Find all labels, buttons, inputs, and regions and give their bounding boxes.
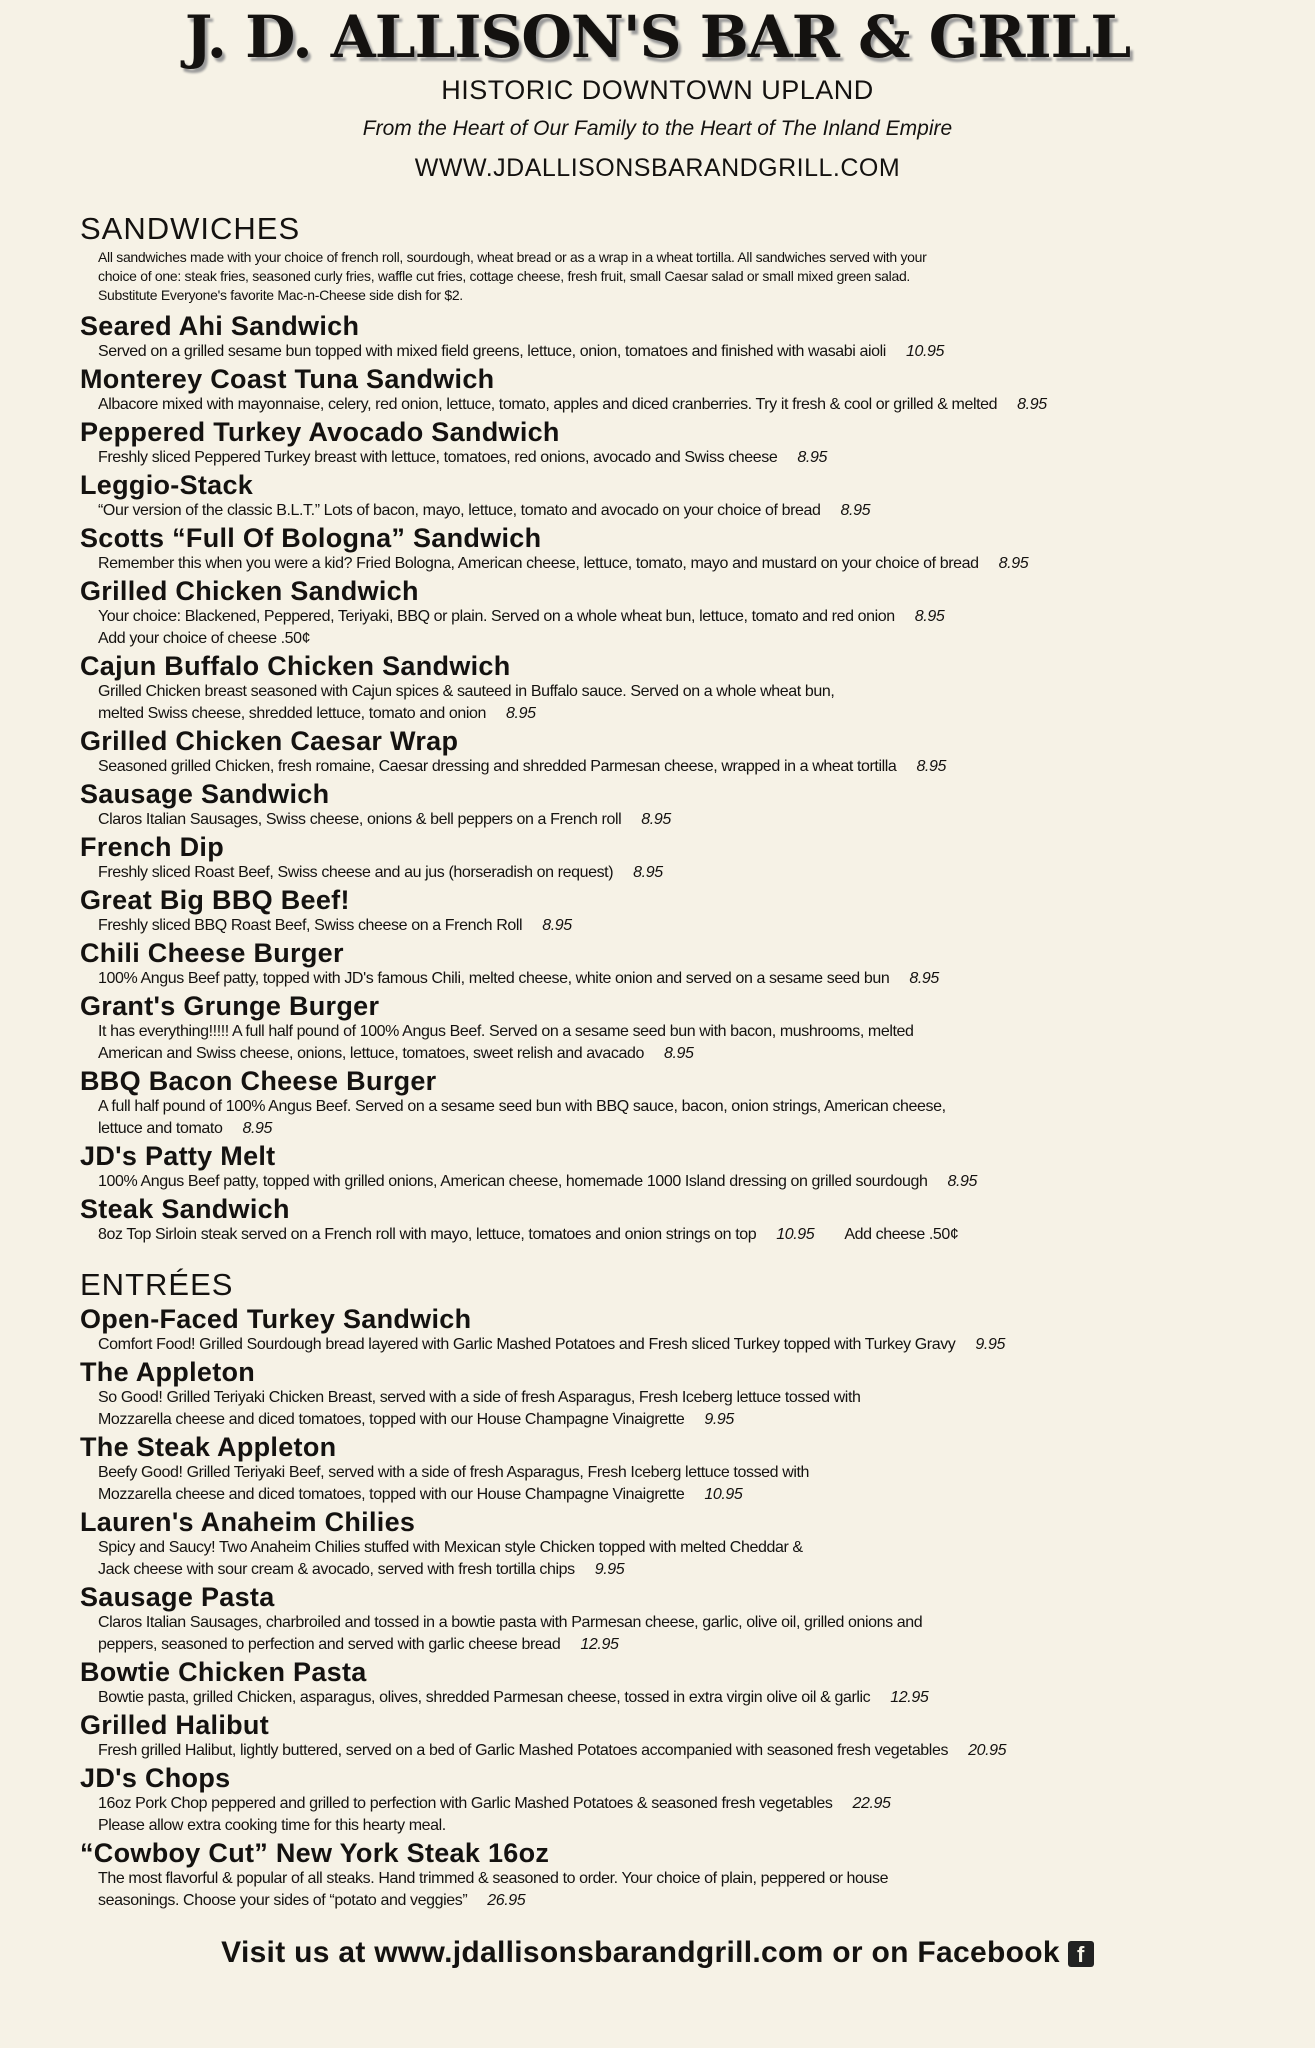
description-line: It has everything!!!!! A full half pound of 100% Angus Beef. Served on a sesame seed bun with bacon, mushrooms, melted [98,1023,914,1040]
item-description [98,1462,1280,1484]
item-description [98,447,1280,469]
item-name: JD's Patty Melt [80,1141,276,1171]
item-name: Cajun Buffalo Chicken Sandwich [80,651,511,681]
item-price: 22.95 [852,1795,891,1812]
menu-item [80,726,1280,778]
description-line: 100% Angus Beef patty, topped with grilled onions, American cheese, homemade 1000 Island dressing on grilled sourdough [98,1173,928,1190]
item-description [98,1021,1280,1043]
item-name: Grilled Chicken Caesar Wrap [80,726,459,756]
description-line: A full half pound of 100% Angus Beef. Served on a sesame seed bun with BBQ sauce, bacon, onion strings, American cheese, [98,1098,946,1115]
item-price: 26.95 [487,1892,526,1909]
sandwich-list [80,311,1280,1246]
description-line: Mozzarella cheese and diced tomatoes, topped with our House Champagne Vinaigrette [98,1411,685,1428]
item-price: 9.95 [594,1561,625,1578]
description-line: seasonings. Choose your sides of “potato and veggies” [98,1892,468,1909]
item-name: Scotts “Full Of Bologna” Sandwich [80,523,542,553]
description-line: Fresh grilled Halibut, lightly buttered, served on a bed of Garlic Mashed Potatoes accompanied with seasoned fresh vegetables [98,1742,949,1759]
item-price: 8.95 [947,1173,978,1190]
item-price: 8.95 [797,449,827,466]
item-price: 20.95 [968,1742,1007,1759]
menu-item [80,1304,1280,1356]
restaurant-location: HISTORIC DOWNTOWN UPLAND [441,75,874,105]
item-description [98,1793,1280,1815]
menu-item [80,1194,1280,1246]
item-description [98,1224,1280,1246]
menu-item [80,1657,1280,1709]
item-name: The Appleton [80,1357,256,1387]
description-line: Comfort Food! Grilled Sourdough bread layered with Garlic Mashed Potatoes and Fresh sliced Turkey topped with Turkey Gravy [98,1336,956,1353]
menu-item [80,1763,1280,1837]
item-description [98,756,1280,778]
description-line: So Good! Grilled Teriyaki Chicken Breast, served with a side of fresh Asparagus, Fresh Iceberg lettuce tossed with [98,1389,861,1406]
item-name: Monterey Coast Tuna Sandwich [80,364,495,394]
menu-item [80,991,1280,1065]
menu-item [80,1357,1280,1431]
menu-content [80,212,1280,1972]
intro-line: choice of one: steak fries, seasoned curly fries, waffle cut fries, cottage cheese, fresh fruit, small Caesar salad or small mixed green salad. [98,268,911,284]
item-description [98,553,1280,575]
item-description [98,809,1280,831]
menu-item [80,651,1280,725]
item-description [98,1559,1280,1581]
item-price: 8.95 [914,608,945,625]
item-description [98,1334,1280,1356]
description-line: Freshly sliced Peppered Turkey breast with lettuce, tomatoes, red onions, avocado and Swiss cheese [98,449,778,466]
entree-list [80,1304,1280,1912]
description-line: lettuce and tomato [98,1120,223,1137]
item-price: 9.95 [975,1336,1005,1353]
item-addon: Add cheese .50¢ [844,1226,959,1243]
item-description [98,681,1280,703]
item-price: 12.95 [580,1636,619,1653]
item-name: The Steak Appleton [80,1432,337,1462]
item-description [98,1537,1280,1559]
menu-item [80,1507,1280,1581]
item-note: Please allow extra cooking time for this hearty meal. [98,1817,446,1834]
entrees-section [80,1268,1280,1912]
item-price: 10.95 [704,1486,743,1503]
description-line: American and Swiss cheese, onions, lettuce, tomatoes, sweet relish and avacado [98,1045,645,1062]
sandwiches-intro [98,248,1280,305]
facebook-icon[interactable]: f [1068,1941,1094,1967]
description-line: Spicy and Saucy! Two Anaheim Chilies stuffed with Mexican style Chicken topped with melted Cheddar & [98,1539,803,1556]
intro-line: All sandwiches made with your choice of french roll, sourdough, wheat bread or as a wrap in a wheat tortilla. All sandwiches served with your [98,249,927,265]
item-price: 8.95 [641,811,671,828]
description-line: “Our version of the classic B.L.T.” Lots of bacon, mayo, lettuce, tomato and avocado on your choice of bread [98,502,821,519]
item-price: 10.95 [905,343,945,360]
item-description [98,1890,1280,1912]
description-line: Mozzarella cheese and diced tomatoes, topped with our House Champagne Vinaigrette [98,1486,685,1503]
footer [0,1934,1315,1972]
item-description [98,500,1280,522]
item-description [98,1043,1280,1065]
description-line: 8oz Top Sirloin steak served on a French roll with mayo, lettuce, tomatoes and onion strings on top [98,1226,757,1243]
item-name: JD's Chops [80,1763,231,1793]
menu-item [80,470,1280,522]
footer-text: Visit us at www.jdallisonsbarandgrill.com or on Facebook [221,1936,1060,1969]
item-description [98,1096,1280,1118]
item-name: Seared Ahi Sandwich [80,311,360,341]
menu-item [80,523,1280,575]
description-line: 16oz Pork Chop peppered and grilled to perfection with Garlic Mashed Potatoes & seasoned fresh vegetables [98,1795,833,1812]
item-description [98,1634,1280,1656]
item-name: Bowtie Chicken Pasta [80,1657,367,1687]
description-line: Claros Italian Sausages, Swiss cheese, onions & bell peppers on a French roll [98,811,622,828]
item-price: 8.95 [664,1045,694,1062]
sandwiches-section [80,212,1280,1246]
restaurant-website: WWW.JDALLISONSBARANDGRILL.COM [414,154,901,182]
item-description [98,1612,1280,1634]
item-price: 8.95 [542,917,572,934]
item-name: Sausage Sandwich [80,779,330,809]
item-name: Open-Faced Turkey Sandwich [80,1304,472,1334]
item-name: Great Big BBQ Beef! [80,885,350,915]
item-price: 12.95 [890,1689,929,1706]
description-line: Grilled Chicken breast seasoned with Cajun spices & sauteed in Buffalo sauce. Served on a whole wheat bun, [98,683,835,700]
description-line: Freshly sliced BBQ Roast Beef, Swiss cheese on a French Roll [98,917,523,934]
description-line: Jack cheese with sour cream & avocado, served with fresh tortilla chips [98,1561,575,1578]
menu-item [80,364,1280,416]
section-title: ENTRÉES [80,1267,234,1302]
restaurant-tagline: From the Heart of Our Family to the Heart of The Inland Empire [362,117,953,140]
menu-item [80,417,1280,469]
item-description [98,1740,1280,1762]
item-name: Grilled Chicken Sandwich [80,576,419,606]
menu-item [80,938,1280,990]
menu-item [80,576,1280,650]
description-line: Remember this when you were a kid? Fried Bologna, American cheese, lettuce, tomato, mayo and mustard on your choice of bread [98,555,979,572]
description-line: Seasoned grilled Chicken, fresh romaine, Caesar dressing and shredded Parmesan cheese, wrapped in a wheat tortilla [98,758,897,775]
item-description [98,1387,1280,1409]
restaurant-title: J. D. ALLISON'S BAR & GRILL [184,3,1131,71]
item-description [98,341,1280,363]
item-description [98,1409,1280,1431]
item-name: French Dip [80,832,225,862]
menu-item [80,1710,1280,1762]
item-price: 10.95 [776,1226,815,1243]
item-name: Sausage Pasta [80,1582,275,1612]
item-description [98,862,1280,884]
menu-item [80,1141,1280,1193]
menu-item [80,1838,1280,1912]
item-name: Peppered Turkey Avocado Sandwich [80,417,560,447]
menu-item [80,1066,1280,1140]
item-name: Leggio-Stack [80,470,254,500]
item-description [98,1868,1280,1890]
item-price: 8.95 [998,555,1029,572]
menu-item [80,779,1280,831]
item-name: Grilled Halibut [80,1710,270,1740]
item-price: 8.95 [242,1120,272,1137]
item-price: 8.95 [840,502,871,519]
menu-item [80,1582,1280,1656]
description-line: 100% Angus Beef patty, topped with JD's famous Chili, melted cheese, white onion and served on a sesame seed bun [98,970,890,987]
item-name: Lauren's Anaheim Chilies [80,1507,416,1537]
menu-item [80,1432,1280,1506]
item-description [98,1118,1280,1140]
item-description [98,394,1280,416]
item-description [98,703,1280,725]
description-line: Freshly sliced Roast Beef, Swiss cheese and au jus (horseradish on request) [98,864,614,881]
item-description [98,1484,1280,1506]
description-line: melted Swiss cheese, shredded lettuce, tomato and onion [98,705,487,722]
item-name: Steak Sandwich [80,1194,290,1224]
item-note: Add your choice of cheese .50¢ [98,630,311,647]
item-description [98,968,1280,990]
item-price: 8.95 [633,864,663,881]
description-line: Bowtie pasta, grilled Chicken, asparagus, olives, shredded Parmesan cheese, tossed in extra virgin olive oil & garlic [98,1689,871,1706]
menu-item [80,885,1280,937]
item-price: 8.95 [916,758,946,775]
description-line: Albacore mixed with mayonnaise, celery, red onion, lettuce, tomato, apples and diced cranberries. Try it fresh & cool or grilled & melted [98,396,998,413]
menu-item [80,311,1280,363]
description-line: The most flavorful & popular of all steaks. Hand trimmed & seasoned to order. Your choice of plain, peppered or house [98,1870,889,1887]
item-description [98,606,1280,628]
item-description [98,915,1280,937]
item-price: 9.95 [704,1411,734,1428]
menu-item [80,832,1280,884]
item-price: 8.95 [1017,396,1047,413]
description-line: Your choice: Blackened, Peppered, Teriyaki, BBQ or plain. Served on a whole wheat bun, lettuce, tomato and red onion [98,608,895,625]
item-price: 8.95 [909,970,939,987]
description-line: Beefy Good! Grilled Teriyaki Beef, served with a side of fresh Asparagus, Fresh Iceberg lettuce tossed with [98,1464,810,1481]
item-name: “Cowboy Cut” New York Steak 16oz [80,1838,550,1868]
item-description [98,1687,1280,1709]
item-description [98,1171,1280,1193]
description-line: peppers, seasoned to perfection and served with garlic cheese bread [98,1636,561,1653]
section-title: SANDWICHES [80,211,301,246]
item-price: 8.95 [506,705,536,722]
item-name: Grant's Grunge Burger [80,991,380,1021]
item-name: Chili Cheese Burger [80,938,344,968]
description-line: Claros Italian Sausages, charbroiled and tossed in a bowtie pasta with Parmesan cheese, garlic, olive oil, grilled onions and [98,1614,923,1631]
item-name: BBQ Bacon Cheese Burger [80,1066,437,1096]
intro-line: Substitute Everyone's favorite Mac-n-Cheese side dish for $2. [98,287,463,303]
description-line: Served on a grilled sesame bun topped with mixed field greens, lettuce, onion, tomatoes and finished with wasabi aioli [98,343,886,360]
